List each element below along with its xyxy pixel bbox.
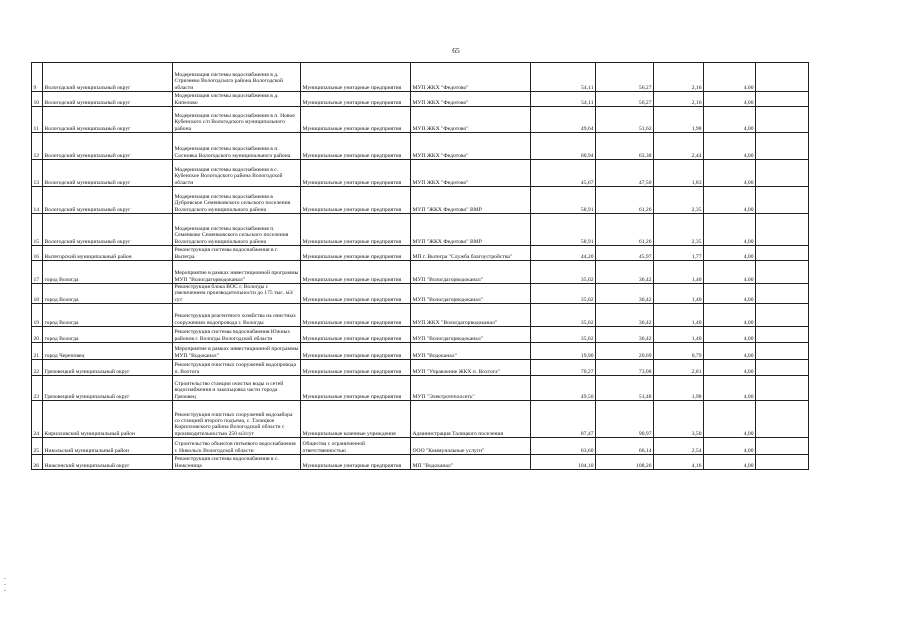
row-number: 9	[32, 63, 43, 92]
value-3-cell: 4,16	[654, 454, 704, 469]
value-2-cell: 66,14	[596, 437, 654, 454]
project-cell: Реконструкция блока ВОС г. Вологды с увеличением производительности до 175 тыс. м3/сут	[173, 284, 301, 304]
table-row	[32, 303, 809, 326]
value-2-cell: 36,42	[596, 284, 654, 304]
row-number: 14	[32, 187, 43, 214]
operator-cell: МУП ЖКХ "Федотово"	[411, 63, 531, 92]
ownership-cell: Муниципальные казенные учреждения	[301, 400, 411, 437]
table-row	[32, 454, 809, 469]
value-2-cell: 56,27	[596, 92, 654, 107]
territory-cell: Вологодский муниципальный округ	[43, 107, 173, 133]
operator-cell: МУП "ЖКХ Федотово" ВМР	[411, 214, 531, 246]
ownership-cell: Муниципальные унитарные предприятия	[301, 214, 411, 246]
empty-cell	[756, 284, 809, 304]
empty-cell	[756, 92, 809, 107]
operator-cell: МУП ЖКХ "Вологдагорводоканал"	[411, 303, 531, 326]
ownership-cell: Муниципальные унитарные предприятия	[301, 187, 411, 214]
value-1-cell: 60,94	[531, 133, 596, 160]
territory-cell: Никольский муниципальный район	[43, 437, 173, 454]
value-1-cell: 54,11	[531, 92, 596, 107]
territory-cell: Вытегорский муниципальный район	[43, 246, 173, 261]
row-number: 18	[32, 284, 43, 304]
value-4-cell: 4,00	[704, 92, 756, 107]
operator-cell: МУП ЖКХ "Федотово"	[411, 160, 531, 187]
value-3-cell: 1,98	[654, 107, 704, 133]
value-3-cell: 1,77	[654, 246, 704, 261]
territory-cell: город Вологда	[43, 303, 173, 326]
ownership-cell: Муниципальные унитарные предприятия	[301, 133, 411, 160]
project-cell: Модернизация системы водоснабжения в Дубровское Семенковского сельского поселения Вологодского муниципального района	[173, 187, 301, 214]
empty-cell	[756, 261, 809, 284]
territory-cell: город Вологда	[43, 261, 173, 284]
project-cell: Строительство станции очистки воды и сетей водоснабжения и закольцовка части города Грязовец	[173, 375, 301, 400]
value-1-cell: 58,91	[531, 187, 596, 214]
value-3-cell: 1,40	[654, 261, 704, 284]
ownership-cell: Муниципальные унитарные предприятия	[301, 107, 411, 133]
table-row	[32, 160, 809, 187]
empty-cell	[756, 454, 809, 469]
value-4-cell: 4,00	[704, 375, 756, 400]
value-4-cell: 4,00	[704, 359, 756, 375]
project-cell: Модернизация системы водоснабжения в д. Кипелово	[173, 92, 301, 107]
value-3-cell: 1,40	[654, 326, 704, 342]
territory-cell: Вологодский муниципальный округ	[43, 133, 173, 160]
table-row	[32, 437, 809, 454]
value-1-cell: 35,02	[531, 303, 596, 326]
value-2-cell: 36,42	[596, 303, 654, 326]
empty-cell	[756, 160, 809, 187]
table-row	[32, 107, 809, 133]
operator-cell: МП г. Вытегра "Служба благоустройства"	[411, 246, 531, 261]
value-3-cell: 2,44	[654, 133, 704, 160]
operator-cell: МУП "Электротеплосеть"	[411, 375, 531, 400]
operator-cell: Администрация Талицкого поселения	[411, 400, 531, 437]
territory-cell: Вологодский муниципальный округ	[43, 92, 173, 107]
ownership-cell: Муниципальные унитарные предприятия	[301, 246, 411, 261]
value-4-cell: 4,00	[704, 187, 756, 214]
territory-cell: Нюксенский муниципальный округ	[43, 454, 173, 469]
value-3-cell: 2,35	[654, 214, 704, 246]
page-number: 65	[452, 46, 460, 55]
value-2-cell: 90,97	[596, 400, 654, 437]
ownership-cell: Муниципальные унитарные предприятия	[301, 326, 411, 342]
project-cell: Модернизация системы водоснабжения в п. Новое Кубенского с/п Вологодского муниципального района	[173, 107, 301, 133]
table-row	[32, 359, 809, 375]
project-cell: Строительство объектов питьевого водоснабжения г. Никольск Вологодской области	[173, 437, 301, 454]
value-2-cell: 63,38	[596, 133, 654, 160]
empty-cell	[756, 326, 809, 342]
table-row	[32, 261, 809, 284]
table-row	[32, 342, 809, 359]
value-4-cell: 4,00	[704, 326, 756, 342]
value-4-cell: 4,00	[704, 454, 756, 469]
value-1-cell: 49,50	[531, 375, 596, 400]
value-3-cell: 2,35	[654, 187, 704, 214]
territory-cell: город Вологда	[43, 326, 173, 342]
value-3-cell: 1,40	[654, 303, 704, 326]
operator-cell: МУП "Вологдагорводоканал"	[411, 284, 531, 304]
row-number: 11	[32, 107, 43, 133]
table-row	[32, 214, 809, 246]
project-cell: Реконструкция очистных сооружений водозабора со станцией второго подъема, с. Талицкое Кирилловского района Вологодской области с производительностью 250 м3/сут	[173, 400, 301, 437]
row-number: 16	[32, 246, 43, 261]
row-number: 23	[32, 375, 43, 400]
project-cell: Реконструкция системы водоснабжения в с. Нюксеница	[173, 454, 301, 469]
project-cell: Мероприятие в рамках инвестиционной программы МУП "Водоканал"	[173, 342, 301, 359]
operator-cell: МУП ЖКХ "Федотово"	[411, 92, 531, 107]
territory-cell: Вологодский муниципальный округ	[43, 160, 173, 187]
value-2-cell: 73,08	[596, 359, 654, 375]
value-2-cell: 51,48	[596, 375, 654, 400]
value-4-cell: 4,00	[704, 63, 756, 92]
value-3-cell: 1,98	[654, 375, 704, 400]
empty-cell	[756, 342, 809, 359]
value-2-cell: 47,50	[596, 160, 654, 187]
value-3-cell: 1,83	[654, 160, 704, 187]
table-row	[32, 400, 809, 437]
value-1-cell: 63,60	[531, 437, 596, 454]
operator-cell: МУП "Водоканал"	[411, 342, 531, 359]
ownership-cell: Муниципальные унитарные предприятия	[301, 284, 411, 304]
value-3-cell: 2,54	[654, 437, 704, 454]
operator-cell: МУП "ЖКХ Федотово" ВМР	[411, 187, 531, 214]
value-4-cell: 4,00	[704, 437, 756, 454]
value-4-cell: 4,00	[704, 246, 756, 261]
value-2-cell: 61,26	[596, 187, 654, 214]
value-4-cell: 4,00	[704, 284, 756, 304]
ownership-cell: Муниципальные унитарные предприятия	[301, 454, 411, 469]
row-number: 21	[32, 342, 43, 359]
value-4-cell: 4,00	[704, 261, 756, 284]
table-row	[32, 375, 809, 400]
value-3-cell: 0,79	[654, 342, 704, 359]
row-number: 19	[32, 303, 43, 326]
margin-tick-marks: - - -	[3, 575, 7, 594]
row-number: 15	[32, 214, 43, 246]
territory-cell: Кирилловский муниципальный район	[43, 400, 173, 437]
table-row	[32, 187, 809, 214]
value-4-cell: 4,00	[704, 107, 756, 133]
operator-cell: МУП ЖКХ "Федотово"	[411, 133, 531, 160]
value-2-cell: 36,42	[596, 326, 654, 342]
project-cell: Модернизация системы водоснабжения в с. Кубенское Вологодского района Вологодской области	[173, 160, 301, 187]
value-3-cell: 2,16	[654, 63, 704, 92]
empty-cell	[756, 359, 809, 375]
project-cell: Реконструкция системы водоснабжения Южных районов г. Вологды Вологодской области	[173, 326, 301, 342]
empty-cell	[756, 246, 809, 261]
operator-cell: МУП "Вологдагорводоканал"	[411, 326, 531, 342]
territory-cell: Вологодский муниципальный округ	[43, 63, 173, 92]
project-cell: Реконструкция системы водоснабжения в г. Вытегра	[173, 246, 301, 261]
table-row	[32, 326, 809, 342]
empty-cell	[756, 400, 809, 437]
empty-cell	[756, 214, 809, 246]
value-1-cell: 35,02	[531, 326, 596, 342]
row-number: 10	[32, 92, 43, 107]
row-number: 12	[32, 133, 43, 160]
ownership-cell: Муниципальные унитарные предприятия	[301, 375, 411, 400]
value-3-cell: 1,40	[654, 284, 704, 304]
project-cell: Модернизация системы водоснабжения п. Семенково Семенковского сельского поселения Вологодского муниципального района	[173, 214, 301, 246]
territory-cell: город Вологда	[43, 284, 173, 304]
row-number: 22	[32, 359, 43, 375]
territory-cell: Грязовецкий муниципальный округ	[43, 359, 173, 375]
ownership-cell: Общества с ограниченной ответственностью	[301, 437, 411, 454]
investment-table	[31, 62, 809, 470]
project-cell: Реконструкция очистных сооружений водопровода п. Вохтога	[173, 359, 301, 375]
row-number: 24	[32, 400, 43, 437]
empty-cell	[756, 133, 809, 160]
value-1-cell: 104,10	[531, 454, 596, 469]
table-row	[32, 284, 809, 304]
table-row	[32, 63, 809, 92]
operator-cell: МУП ЖКХ "Федотово"	[411, 107, 531, 133]
ownership-cell: Муниципальные унитарные предприятия	[301, 303, 411, 326]
value-1-cell: 87,47	[531, 400, 596, 437]
value-1-cell: 35,02	[531, 261, 596, 284]
value-4-cell: 4,00	[704, 133, 756, 160]
value-3-cell: 2,81	[654, 359, 704, 375]
value-4-cell: 4,00	[704, 400, 756, 437]
value-1-cell: 19,90	[531, 342, 596, 359]
value-1-cell: 49,64	[531, 107, 596, 133]
ownership-cell: Муниципальные унитарные предприятия	[301, 63, 411, 92]
row-number: 25	[32, 437, 43, 454]
empty-cell	[756, 63, 809, 92]
value-2-cell: 51,62	[596, 107, 654, 133]
value-2-cell: 20,69	[596, 342, 654, 359]
value-3-cell: 2,16	[654, 92, 704, 107]
empty-cell	[756, 303, 809, 326]
ownership-cell: Муниципальные унитарные предприятия	[301, 160, 411, 187]
table-row	[32, 133, 809, 160]
operator-cell: МУП "Управление ЖКХ п. Вохтога"	[411, 359, 531, 375]
value-2-cell: 36,42	[596, 261, 654, 284]
empty-cell	[756, 375, 809, 400]
operator-cell: МП "Водоканал"	[411, 454, 531, 469]
territory-cell: Вологодский муниципальный округ	[43, 214, 173, 246]
territory-cell: Грязовецкий муниципальный округ	[43, 375, 173, 400]
operator-cell: ООО "Коммунальные услуги"	[411, 437, 531, 454]
operator-cell: МУП "Вологдагорводоканал"	[411, 261, 531, 284]
value-2-cell: 61,26	[596, 214, 654, 246]
value-2-cell: 108,26	[596, 454, 654, 469]
table-row	[32, 92, 809, 107]
ownership-cell: Муниципальные унитарные предприятия	[301, 261, 411, 284]
value-4-cell: 4,00	[704, 214, 756, 246]
value-1-cell: 35,02	[531, 284, 596, 304]
row-number: 13	[32, 160, 43, 187]
row-number: 20	[32, 326, 43, 342]
empty-cell	[756, 437, 809, 454]
project-cell: Мероприятие в рамках инвестиционной программы МУП "Вологдагорводоканал"	[173, 261, 301, 284]
ownership-cell: Муниципальные унитарные предприятия	[301, 342, 411, 359]
territory-cell: город Череповец	[43, 342, 173, 359]
value-1-cell: 45,67	[531, 160, 596, 187]
value-4-cell: 4,00	[704, 160, 756, 187]
value-2-cell: 45,97	[596, 246, 654, 261]
project-cell: Модернизация системы водоснабжения в д. Стризнево Вологодского района Вологодской области	[173, 63, 301, 92]
project-cell: Модернизация системы водоснабжения в п. Сосновка Вологодского муниципального района	[173, 133, 301, 160]
value-1-cell: 70,27	[531, 359, 596, 375]
territory-cell: Вологодский муниципальный округ	[43, 187, 173, 214]
ownership-cell: Муниципальные унитарные предприятия	[301, 359, 411, 375]
empty-cell	[756, 107, 809, 133]
row-number: 17	[32, 261, 43, 284]
row-number: 26	[32, 454, 43, 469]
value-4-cell: 4,00	[704, 303, 756, 326]
project-cell: Реконструкция реагентного хозяйства на очистных сооружениях водопровода г. Вологды	[173, 303, 301, 326]
value-2-cell: 56,27	[596, 63, 654, 92]
value-3-cell: 3,50	[654, 400, 704, 437]
empty-cell	[756, 187, 809, 214]
ownership-cell: Муниципальные унитарные предприятия	[301, 92, 411, 107]
value-1-cell: 54,11	[531, 63, 596, 92]
value-1-cell: 44,20	[531, 246, 596, 261]
value-4-cell: 4,00	[704, 342, 756, 359]
value-1-cell: 58,91	[531, 214, 596, 246]
table-row	[32, 246, 809, 261]
